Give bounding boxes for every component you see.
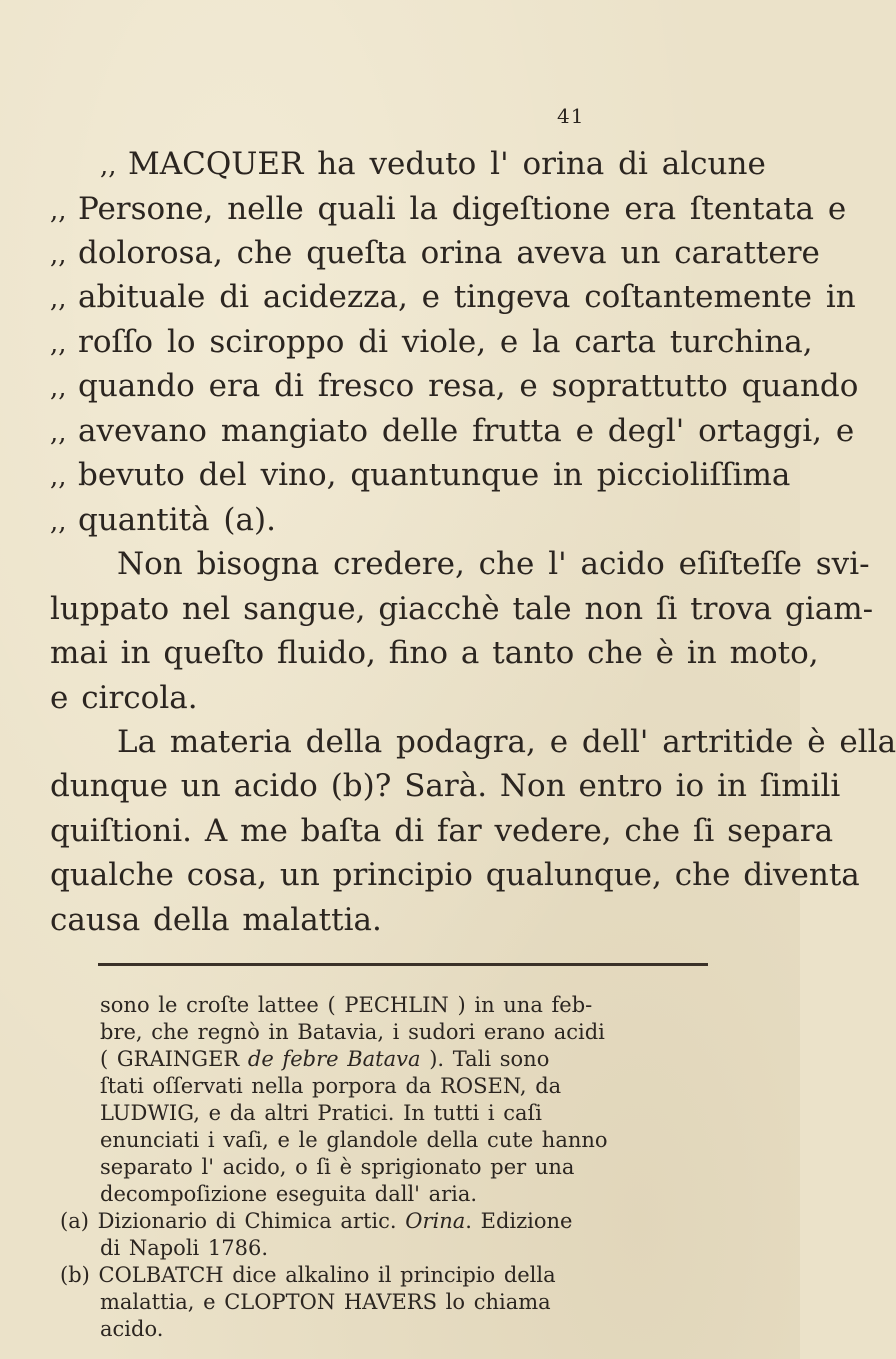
body-line-text: Persone, nelle quali la digeſtione era ſtentata e — [78, 191, 847, 227]
body-line-text: quantità (a). — [78, 502, 276, 538]
footnote-line: LUDWIG, e da altri Pratici. In tutti i caſi — [100, 1101, 542, 1125]
body-line-text: avevano mangiato delle frutta e degl' ortaggi, e — [78, 413, 855, 449]
quote-mark: ,, — [50, 418, 67, 448]
body-line: causa della malattia. — [50, 902, 382, 938]
footnote-line: (b) COLBATCH dice alkalino il principio della — [60, 1263, 556, 1287]
body-line-text: MACQUER ha veduto l' orina di alcune — [128, 146, 766, 182]
body-line: e circola. — [50, 680, 198, 716]
body-line-text: roſſo lo sciroppo di viole, e la carta turchina, — [78, 324, 813, 360]
body-line-text: bevuto del vino, quantunque in piccioliſſima — [78, 457, 791, 493]
footnote-italic: Orina — [405, 1209, 466, 1233]
body-line — [50, 189, 846, 231]
footnote-italic: de febre Batava — [247, 1047, 421, 1071]
quote-mark: ,, — [50, 507, 67, 537]
quote-mark: ,, — [50, 329, 67, 359]
footnote-line: malattia, e CLOPTON HAVERS lo chiama — [100, 1290, 551, 1314]
quote-mark: ,, — [50, 196, 67, 226]
body-line: mai in queſto fluido, fino a tanto che è in moto, — [50, 635, 819, 671]
body-line: luppato nel sangue, giacchè tale non ſi trova giam- — [50, 591, 874, 627]
body-line — [50, 277, 856, 319]
footnote-line: di Napoli 1786. — [100, 1236, 269, 1260]
body-line-text: quando era di fresco resa, e soprattutto quando — [78, 368, 859, 404]
quote-mark: ,, — [50, 240, 67, 270]
body-line — [50, 500, 276, 542]
body-line: qualche cosa, un principio qualunque, che diventa — [50, 857, 860, 893]
body-line — [50, 322, 813, 364]
footnote-line: enunciati i vaſi, e le glandole della cute hanno — [100, 1128, 608, 1152]
footnote-line: ( GRAINGER de febre Batava ). Tali sono — [100, 1047, 550, 1071]
body-line: dunque un acido (b)? Sarà. Non entro io in ſimili — [50, 768, 841, 804]
body-line: La materia della podagra, e dell' artritide è ella — [117, 724, 896, 760]
footnote-rule — [98, 963, 708, 966]
body-line — [50, 455, 790, 497]
body-line — [50, 233, 820, 275]
footnote-line: bre, che regnò in Batavia, i sudori erano acidi — [100, 1020, 605, 1044]
quote-mark: ,, — [50, 284, 67, 314]
page-number: 41 — [557, 104, 585, 128]
body-line: Non bisogna credere, che l' acido eſiſteſſe svi- — [117, 546, 870, 582]
quote-mark: ,, — [100, 151, 117, 181]
footnote-line: (a) Dizionario di Chimica artic. Orina. Edizione — [60, 1209, 573, 1233]
quote-mark: ,, — [50, 462, 67, 492]
footnote-line: decompoſizione eseguita dall' aria. — [100, 1182, 478, 1206]
body-line — [100, 144, 766, 186]
body-line-text: dolorosa, che queſta orina aveva un carattere — [78, 235, 820, 271]
footnote-line: separato l' acido, o ſi è sprigionato per una — [100, 1155, 575, 1179]
body-line-text: abituale di acidezza, e tingeva coſtantemente in — [78, 279, 856, 315]
footnote-line: sono le croſte lattee ( PECHLIN ) in una feb- — [100, 993, 593, 1017]
footnote-line: acido. — [100, 1317, 164, 1341]
body-line: quiſtioni. A me baſta di far vedere, che ſi separa — [50, 813, 834, 849]
body-line — [50, 366, 858, 408]
footnote-line: ſtati oſſervati nella porpora da ROSEN, da — [100, 1074, 562, 1098]
body-line — [50, 411, 854, 453]
quote-mark: ,, — [50, 373, 67, 403]
